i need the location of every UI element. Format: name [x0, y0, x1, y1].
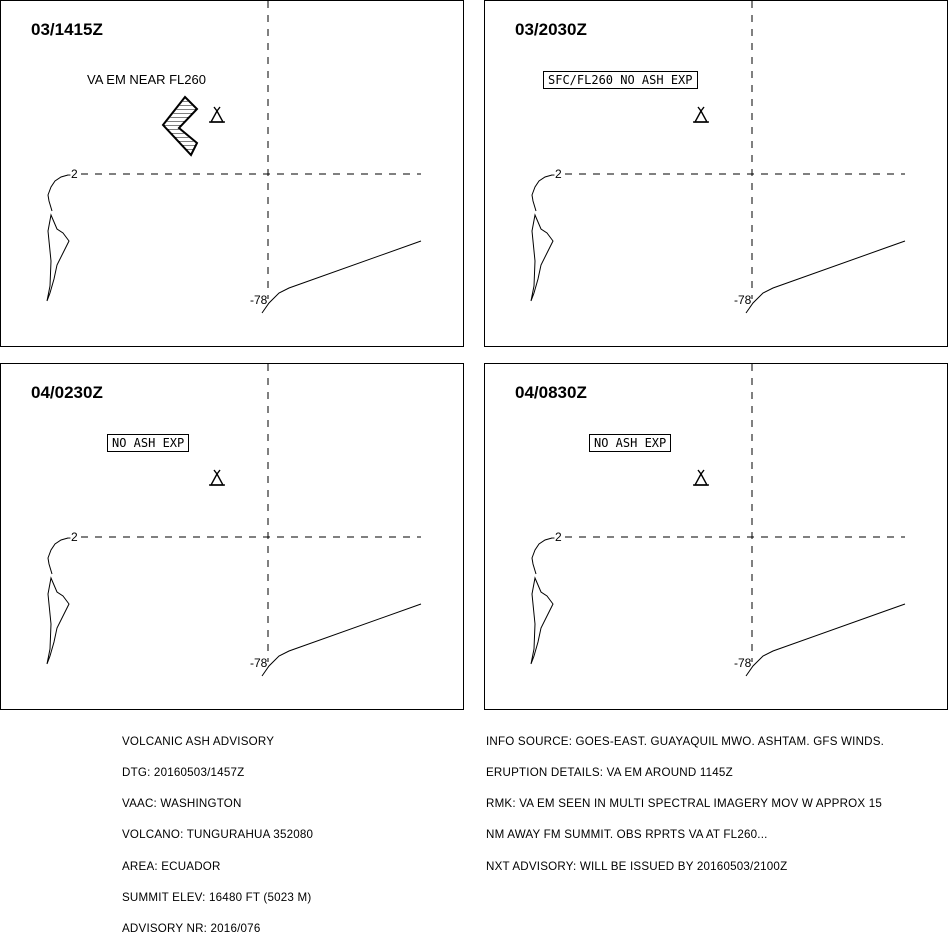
lon-label: -78: [734, 656, 752, 670]
footer-line: ERUPTION DETAILS: VA EM AROUND 1145Z: [486, 766, 733, 780]
coastline: [531, 215, 553, 301]
volcano-symbol-icon: [693, 107, 709, 122]
advisory-remarks-block: [486, 716, 884, 882]
footer-line: DTG: 20160503/1457Z: [122, 766, 245, 780]
panel-time: 04/0230Z: [31, 383, 103, 402]
coastline: [47, 215, 69, 301]
panel-time: 03/1415Z: [31, 20, 103, 39]
panel-time: 04/0830Z: [515, 383, 587, 402]
forecast-panel-3: [0, 363, 464, 710]
coastline-ridge: [746, 241, 905, 313]
forecast-panel-1: [0, 0, 464, 347]
lon-label: -78: [250, 656, 268, 670]
volcano-symbol-icon: [693, 470, 709, 485]
volcano-symbol-icon: [209, 470, 225, 485]
footer-line: AREA: ECUADOR: [122, 859, 221, 873]
footer-line: VOLCANO: TUNGURAHUA 352080: [122, 828, 314, 842]
coastline-ridge: [746, 604, 905, 676]
forecast-panel-4: [484, 363, 948, 710]
coastline-north: [48, 175, 68, 211]
footer-line: VOLCANIC ASH ADVISORY: [122, 734, 275, 748]
volcano-symbol-icon: [209, 107, 225, 122]
panel-time: 03/2030Z: [515, 20, 587, 39]
footer-line: SUMMIT ELEV: 16480 FT (5023 M): [122, 890, 312, 904]
lon-label: -78: [734, 293, 752, 307]
footer-line: VAAC: WASHINGTON: [122, 797, 242, 811]
ash-label: NO ASH EXP: [589, 434, 671, 452]
footer-line: NM AWAY FM SUMMIT. OBS RPRTS VA AT FL260...: [486, 828, 768, 842]
ash-label: NO ASH EXP: [107, 434, 189, 452]
ash-label: VA EM NEAR FL260: [87, 72, 206, 87]
footer-line: RMK: VA EM SEEN IN MULTI SPECTRAL IMAGERY MOV W APPROX 15: [486, 797, 883, 811]
coastline: [47, 578, 69, 664]
forecast-panel-2: [484, 0, 948, 347]
coastline-ridge: [262, 604, 421, 676]
coastline-north: [532, 538, 552, 574]
ash-cloud-polygon: [163, 97, 197, 155]
footer-line: NXT ADVISORY: WILL BE ISSUED BY 20160503/2100Z: [486, 859, 788, 873]
lat-label: -2: [67, 167, 78, 181]
footer-line: INFO SOURCE: GOES-EAST. GUAYAQUIL MWO. ASHTAM. GFS WINDS.: [486, 734, 885, 748]
coastline-north: [532, 175, 552, 211]
ash-label: SFC/FL260 NO ASH EXP: [543, 71, 698, 89]
lat-label: -2: [67, 530, 78, 544]
lat-label: -2: [551, 167, 562, 181]
footer-line: ADVISORY NR: 2016/076: [122, 922, 261, 936]
coastline: [531, 578, 553, 664]
lon-label: -78: [250, 293, 268, 307]
advisory-header-block: [122, 716, 313, 945]
lat-label: -2: [551, 530, 562, 544]
coastline-north: [48, 538, 68, 574]
coastline-ridge: [262, 241, 421, 313]
